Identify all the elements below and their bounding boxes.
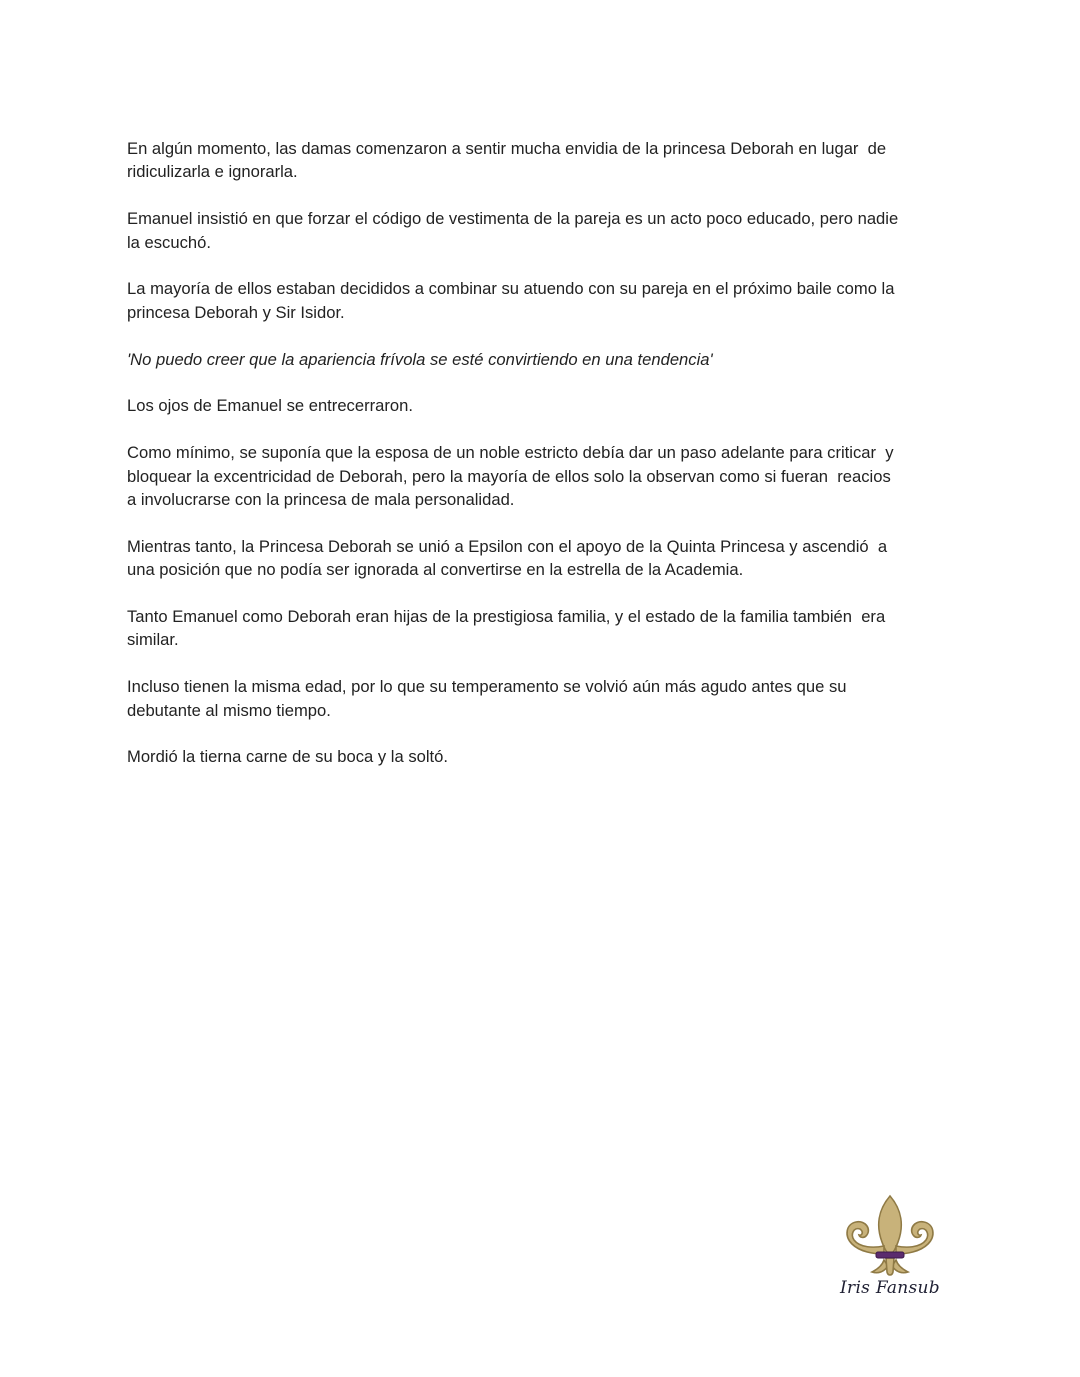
quoted-thought: 'No puedo creer que la apariencia frívola se esté convirtiendo en una tendencia' [127,349,713,369]
paragraph-1: En algún momento, las damas comenzaron a sentir mucha envidia de la princesa Deborah en lugar de ridiculizarla e ignorarla. [127,139,887,182]
paragraph-9: Incluso tienen la misma edad, por lo que su temperamento se volvió aún más agudo antes que su debutante al mismo tiempo. [127,677,847,720]
paragraph-3: La mayoría de ellos estaban decididos a combinar su atuendo con su pareja en el próximo baile como la princesa Deborah y Sir Isidor. [127,279,895,322]
paragraph-8: Tanto Emanuel como Deborah eran hijas de la prestigiosa familia, y el estado de la familia también era similar. [127,607,886,650]
iris-fansub-logo [838,1192,942,1304]
paragraph-5: Los ojos de Emanuel se entrecerraron. [127,396,413,416]
fleur-de-lis-icon [838,1192,942,1280]
paragraph-6: Como mínimo, se suponía que la esposa de un noble estricto debía dar un paso adelante para criticar y bloquear la excentricidad de Deborah, pero la mayoría de ellos solo la observan como si fueran reacios a involucrarse con la princesa de mala personalidad. [127,443,894,510]
paragraph-2: Emanuel insistió en que forzar el código de vestimenta de la pareja es un acto poco educado, pero nadie la escuchó. [127,209,899,252]
document-body [127,137,957,792]
paragraph-10: Mordió la tierna carne de su boca y la soltó. [127,747,448,767]
logo-text: Iris Fansub [840,1278,940,1298]
paragraph-7: Mientras tanto, la Princesa Deborah se unió a Epsilon con el apoyo de la Quinta Princesa y ascendió a una posición que no podía ser ignorada al convertirse en la estrella de la Academia. [127,536,888,580]
